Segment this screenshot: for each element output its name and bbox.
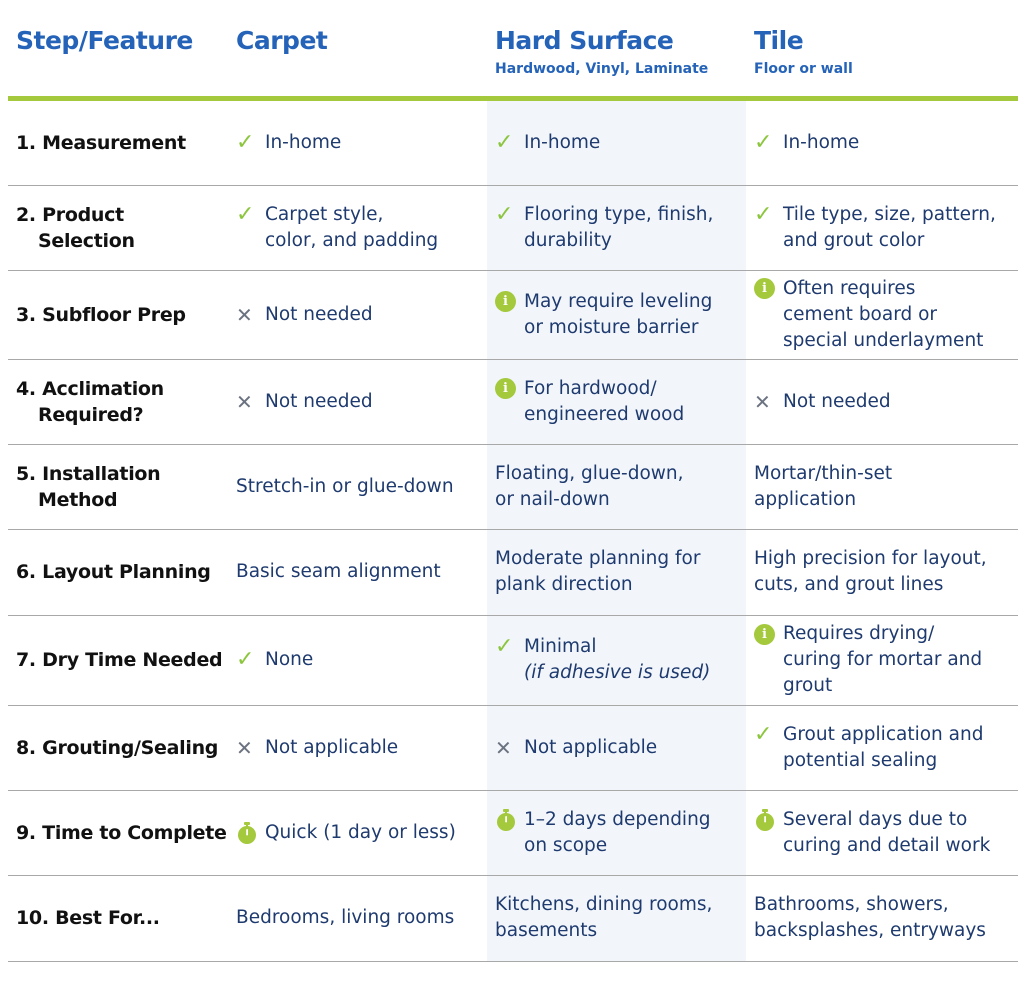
cell-text — [495, 546, 700, 598]
cell-text — [265, 302, 373, 328]
cell-text-line: Grout application and — [783, 723, 984, 745]
table-row — [8, 359, 1018, 445]
cell-text — [236, 474, 454, 500]
table-cell — [495, 875, 749, 961]
row-label — [16, 875, 231, 961]
cell-text-line: Basic seam alignment — [236, 561, 441, 582]
row-label — [16, 615, 231, 705]
cross-icon: ✕ — [236, 735, 253, 760]
cell-text-line: grout — [783, 675, 833, 696]
table-cell — [495, 359, 749, 444]
row-label — [16, 790, 231, 875]
step-label-line: 4. Acclimation — [16, 377, 164, 400]
step-label — [16, 302, 186, 328]
cell-text — [783, 202, 996, 254]
cell-content — [495, 807, 711, 859]
cell-content — [495, 202, 713, 254]
header-step-feature — [16, 26, 193, 55]
table-cell — [754, 270, 1016, 359]
cell-text-line: on scope — [524, 834, 608, 856]
cell-text-line: potential sealing — [783, 749, 938, 771]
check-icon: ✓ — [236, 130, 255, 155]
cell-text-line: curing and detail work — [783, 834, 991, 856]
cell-text-line: None — [265, 649, 314, 670]
cross-icon: ✕ — [495, 735, 512, 760]
cell-text — [754, 546, 987, 598]
cell-text — [754, 892, 986, 944]
timer-icon — [495, 807, 521, 833]
table-cell — [495, 270, 749, 359]
header-hard-surface — [495, 26, 708, 77]
cell-text-line: engineered wood — [524, 403, 685, 425]
step-label-line: 8. Grouting/Sealing — [16, 736, 219, 759]
cell-text — [524, 202, 713, 254]
cell-text-line: Minimal — [524, 636, 597, 657]
table-cell — [236, 705, 484, 790]
step-label — [16, 461, 160, 513]
cell-content — [495, 735, 657, 761]
check-icon: ✓ — [495, 201, 514, 227]
cell-text-line: Several days due to — [783, 808, 968, 830]
step-label-line: 1. Measurement — [16, 132, 186, 154]
step-label — [16, 376, 164, 428]
cell-text — [524, 376, 684, 428]
cell-content — [236, 474, 454, 500]
table-cell — [236, 875, 484, 961]
cell-text — [236, 559, 441, 585]
check-icon: ✓ — [495, 634, 514, 659]
row-label — [16, 270, 231, 359]
cell-text-line: Kitchens, dining rooms, — [495, 894, 713, 915]
info-icon: i — [495, 289, 521, 315]
step-label — [16, 559, 211, 585]
table-cell — [754, 444, 1016, 529]
step-label — [16, 130, 186, 156]
table-cell — [754, 359, 1016, 444]
cell-text-line: In-home — [265, 132, 342, 153]
cell-text-line: Not needed — [265, 390, 373, 412]
cell-text — [783, 807, 990, 859]
cell-text-line: color, and padding — [265, 229, 439, 251]
table-row — [8, 185, 1018, 271]
step-label-line: Selection — [38, 229, 135, 252]
table-cell — [754, 705, 1016, 790]
header-subtitle: Hardwood, Vinyl, Laminate — [495, 61, 709, 77]
row-label — [16, 101, 231, 185]
cell-text — [524, 807, 711, 859]
check-icon: ✓ — [236, 647, 255, 672]
cell-text-line: In-home — [783, 132, 860, 153]
cell-text-line: For hardwood/ — [524, 377, 657, 399]
table-row — [8, 790, 1018, 876]
cell-text — [524, 634, 710, 686]
table-cell — [754, 615, 1016, 705]
cell-content — [236, 905, 454, 931]
cell-text-line: Floating, glue-down, — [495, 462, 684, 484]
cell-text — [265, 130, 341, 156]
cross-icon: ✕ — [754, 389, 771, 414]
cell-text-line: Not needed — [783, 390, 891, 412]
cell-text-line: cuts, and grout lines — [754, 574, 944, 595]
row-label — [16, 529, 231, 615]
step-label-line: 9. Time to Complete — [16, 821, 227, 844]
cell-content — [495, 634, 710, 686]
header-title: Step/Feature — [16, 26, 193, 55]
table-cell — [236, 101, 484, 185]
cross-icon: ✕ — [236, 302, 253, 327]
info-icon: i — [754, 276, 780, 302]
table-row — [8, 270, 1018, 360]
step-label-line: 5. Installation — [16, 462, 161, 485]
check-icon: ✓ — [754, 201, 773, 227]
cell-text-line: Often requires — [783, 277, 916, 299]
cell-content — [754, 807, 990, 859]
cell-content — [754, 621, 982, 699]
table-cell — [495, 444, 749, 529]
table-cell — [495, 101, 749, 185]
table-cell — [236, 359, 484, 444]
table-row — [8, 101, 1018, 186]
cell-content — [495, 130, 600, 156]
cell-text-line: Not applicable — [524, 736, 658, 758]
check-icon: ✓ — [236, 201, 255, 227]
cell-text — [265, 735, 398, 761]
header-subtitle: Floor or wall — [754, 61, 853, 77]
cell-text — [783, 621, 982, 699]
table-cell — [236, 529, 484, 615]
cell-content — [754, 389, 891, 415]
row-label — [16, 444, 231, 529]
cell-content — [236, 202, 438, 254]
table-cell — [754, 790, 1016, 875]
cell-content — [236, 647, 313, 673]
table-row — [8, 529, 1018, 616]
table-row — [8, 705, 1018, 791]
cell-content — [754, 546, 987, 598]
check-icon: ✓ — [754, 721, 773, 747]
row-label — [16, 705, 231, 790]
timer-icon — [236, 820, 262, 846]
cell-text-line: Tile type, size, pattern, — [783, 203, 996, 225]
table-cell — [495, 615, 749, 705]
row-label — [16, 359, 231, 444]
cell-content — [754, 276, 983, 354]
table-cell — [236, 270, 484, 359]
cell-text — [783, 130, 859, 156]
header-title: Tile — [754, 26, 804, 55]
cell-text-line: cement board or — [783, 303, 938, 325]
cell-text-line: application — [754, 488, 857, 510]
step-label — [16, 202, 135, 254]
cell-text-line: Flooring type, finish, — [524, 203, 714, 225]
cell-text-line: Bathrooms, showers, — [754, 894, 949, 915]
cell-text-line: or moisture barrier — [524, 316, 699, 338]
cell-content — [754, 722, 983, 774]
table-cell — [236, 185, 484, 270]
cell-text-line: Bedrooms, living rooms — [236, 907, 455, 928]
cell-text-line: 1–2 days depending — [524, 808, 711, 830]
cell-content — [495, 376, 684, 428]
cell-text-line: Requires drying/ — [783, 623, 935, 644]
cell-text-line: Stretch-in or glue-down — [236, 475, 454, 497]
cell-text — [524, 130, 600, 156]
cell-text — [236, 905, 454, 931]
cell-text-line: In-home — [524, 132, 601, 153]
cell-content — [495, 289, 712, 341]
timer-icon — [754, 807, 780, 833]
cell-text — [495, 892, 712, 944]
cell-content — [495, 546, 700, 598]
cell-content — [236, 130, 341, 156]
cell-text — [524, 735, 657, 761]
step-label — [16, 647, 222, 673]
cell-content — [495, 461, 684, 513]
table-row — [8, 615, 1018, 706]
table-cell — [754, 101, 1016, 185]
table-cell — [236, 790, 484, 875]
cell-text-line: curing for mortar and — [783, 649, 983, 670]
cell-text — [783, 276, 983, 354]
cell-content — [754, 130, 859, 156]
header-carpet — [236, 26, 327, 55]
cell-text — [783, 722, 983, 774]
cell-content — [754, 202, 996, 254]
step-label-line: 2. Product — [16, 203, 124, 226]
table-cell — [236, 615, 484, 705]
table-cell — [236, 444, 484, 529]
cell-content — [754, 892, 986, 944]
cell-text — [524, 289, 712, 341]
cell-text-line: Not needed — [265, 303, 373, 325]
check-icon: ✓ — [495, 130, 514, 155]
table-cell — [754, 185, 1016, 270]
cell-text-line: High precision for layout, — [754, 548, 987, 569]
cell-content — [236, 302, 373, 328]
cell-text-line: plank direction — [495, 574, 633, 595]
table-row — [8, 875, 1018, 962]
cell-text-line: basements — [495, 920, 598, 941]
step-label-line: Required? — [38, 403, 144, 426]
cell-text-line: May require leveling — [524, 290, 713, 312]
table-cell — [754, 529, 1016, 615]
cell-text — [265, 647, 313, 673]
check-icon: ✓ — [754, 130, 773, 155]
step-label-line: 6. Layout Planning — [16, 561, 211, 583]
cell-text-line: and grout color — [783, 229, 925, 251]
table-cell — [495, 529, 749, 615]
cell-text-line: Mortar/thin-set — [754, 462, 893, 484]
cell-content — [236, 389, 373, 415]
cell-text-line: (if adhesive is used) — [524, 662, 711, 683]
step-label-line: 7. Dry Time Needed — [16, 649, 223, 671]
table-cell — [495, 185, 749, 270]
cell-text — [265, 820, 456, 846]
cell-text-line: Carpet style, — [265, 203, 384, 225]
header-title: Carpet — [236, 26, 328, 55]
step-label-line: 10. Best For... — [16, 907, 160, 929]
cell-content — [495, 892, 712, 944]
cell-content — [754, 461, 892, 513]
table-cell — [495, 790, 749, 875]
cell-content — [236, 559, 441, 585]
cell-text-line: Not applicable — [265, 736, 399, 758]
table-cell — [495, 705, 749, 790]
cell-content — [236, 820, 456, 846]
cell-text-line: durability — [524, 229, 612, 251]
cell-content — [236, 735, 398, 761]
step-label — [16, 735, 218, 761]
cell-text — [495, 461, 684, 513]
cell-text-line: Quick (1 day or less) — [265, 821, 456, 843]
step-label-line: Method — [38, 488, 118, 511]
cross-icon: ✕ — [236, 389, 253, 414]
header-title: Hard Surface — [495, 26, 674, 55]
cell-text — [783, 389, 891, 415]
cell-text-line: or nail-down — [495, 488, 610, 510]
step-label-line: 3. Subfloor Prep — [16, 303, 186, 326]
step-label — [16, 905, 160, 931]
cell-text-line: Moderate planning for — [495, 548, 701, 569]
cell-text-line: backsplashes, entryways — [754, 920, 986, 941]
table-cell — [754, 875, 1016, 961]
cell-text — [754, 461, 892, 513]
cell-text — [265, 202, 438, 254]
table-row — [8, 444, 1018, 530]
info-icon: i — [495, 376, 521, 402]
cell-text — [265, 389, 373, 415]
info-icon: i — [754, 621, 780, 647]
row-label — [16, 185, 231, 270]
header-tile — [754, 26, 853, 77]
step-label — [16, 820, 227, 846]
cell-text-line: special underlayment — [783, 329, 984, 351]
